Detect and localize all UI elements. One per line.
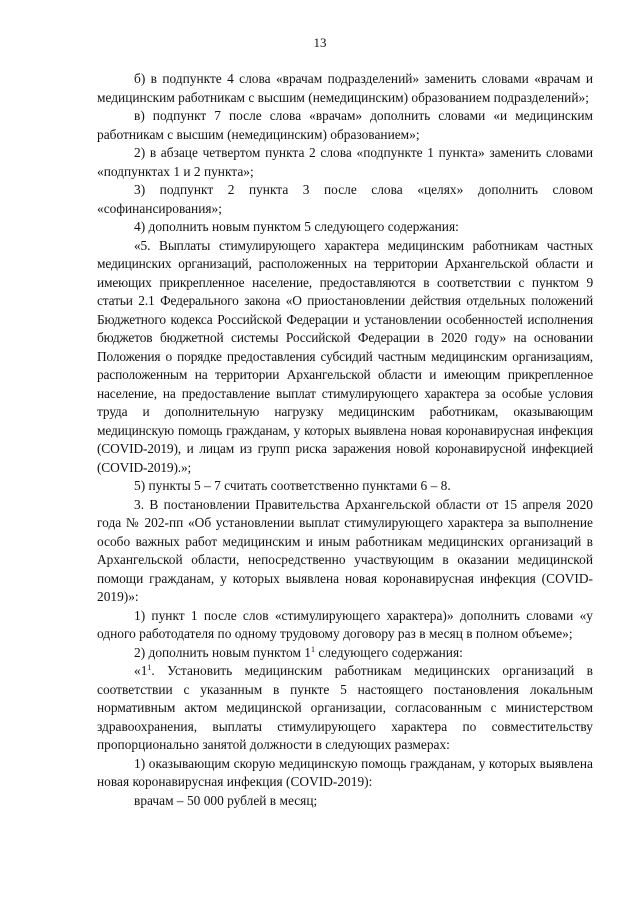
- paragraph-item-3: 3) подпункт 2 пункта 3 после слова «целях» дополнить словом «софинансирования»;: [97, 182, 593, 216]
- paragraph-text-after-superscript: следующего содержания:: [315, 644, 463, 660]
- superscript-marker: 1: [147, 663, 152, 672]
- paragraph-text-before-superscript: «1: [134, 663, 148, 678]
- paragraph-item-5: 5) пункты 5 – 7 считать соответственно пунктами 6 – 8.: [134, 478, 451, 493]
- paragraph-doctors-amount: врачам – 50 000 рублей в месяц;: [134, 792, 318, 808]
- paragraph-text-after-superscript: . Установить медицинским работникам медицинских организаций в соответствии с указанным в пункте 5 настоящего постановления локальным нормативным актом медицинской организации, согласованным с министерством здравоохранения, выплаты стимулирующего характера по совместительству пропорционально занятой должности в следующих размерах:: [97, 663, 593, 752]
- paragraph-text-before-superscript: 2) дополнить новым пунктом 1: [134, 644, 312, 660]
- paragraph-subitem-b: б) в подпункте 4 слова «врачам подразделений» заменить словами «врачам и медицинским работникам с высшим (немедицинским) образованием подразделений»;: [97, 71, 593, 105]
- paragraph-new-point-5: «5. Выплаты стимулирующего характера медицинским работникам частных медицинских организаций, расположенных на территории Архангельской области и имеющих прикрепленное население, предоставляются в соответствии с пунктом 9 статьи 2.1 Федерального закона «О приостановлении действия отдельных положений Бюджетного кодекса Российской Федерации и установлении особенностей исполнения бюджетов бюджетной системы Российской Федерации в 2020 году» на основании Положения о порядке предоставления субсидий частным медицинским организациям, расположенным на территории Архангельской области и имеющим прикрепленное население, на предоставление выплат стимулирующего характера за особые условия труда и дополнительную нагрузку медицинским работникам, оказывающим медицинскую помощь гражданам, у которых выявлена новая коронавирусная инфекция (COVID-2019), и лицам из групп риска заражения новой коронавирусной инфекцией (COVID-2019).»;: [97, 237, 593, 475]
- paragraph-subitem-v: в) подпункт 7 после слова «врачам» дополнить словами «и медицинским работникам с высшим (немедицинским) образованием»;: [97, 108, 593, 142]
- paragraph-new-point-1-1: [97, 662, 593, 755]
- superscript-marker: 1: [311, 644, 316, 654]
- paragraph-section-3-item-2: [97, 644, 593, 663]
- paragraph-item-4: 4) дополнить новым пунктом 5 следующего содержания:: [134, 219, 459, 234]
- document-body: [97, 70, 593, 810]
- page-number: 13: [313, 35, 327, 50]
- paragraph-subitem-1-emergency: 1) оказывающим скорую медицинскую помощь гражданам, у которых выявлена новая коронавирусная инфекция (COVID-2019):: [97, 755, 593, 789]
- paragraph-section-3: 3. В постановлении Правительства Архангельской области от 15 апреля 2020 года № 202-пп «Об установлении выплат стимулирующего характера за выполнение особо важных работ медицинским и иным работникам медицинских организаций в Архангельской области, непосредственно участвующим в оказании медицинской помощи гражданам, у которых выявлена новая коронавирусная инфекция (COVID-2019)»:: [97, 496, 593, 604]
- paragraph-section-3-item-1: 1) пункт 1 после слов «стимулирующего характера)» дополнить словами «у одного работодателя по одному трудовому договору раз в месяц в полном объеме»;: [97, 607, 593, 641]
- paragraph-item-2: 2) в абзаце четвертом пункта 2 слова «подпункте 1 пункта» заменить словами «подпунктах 1 и 2 пункта»;: [97, 145, 593, 179]
